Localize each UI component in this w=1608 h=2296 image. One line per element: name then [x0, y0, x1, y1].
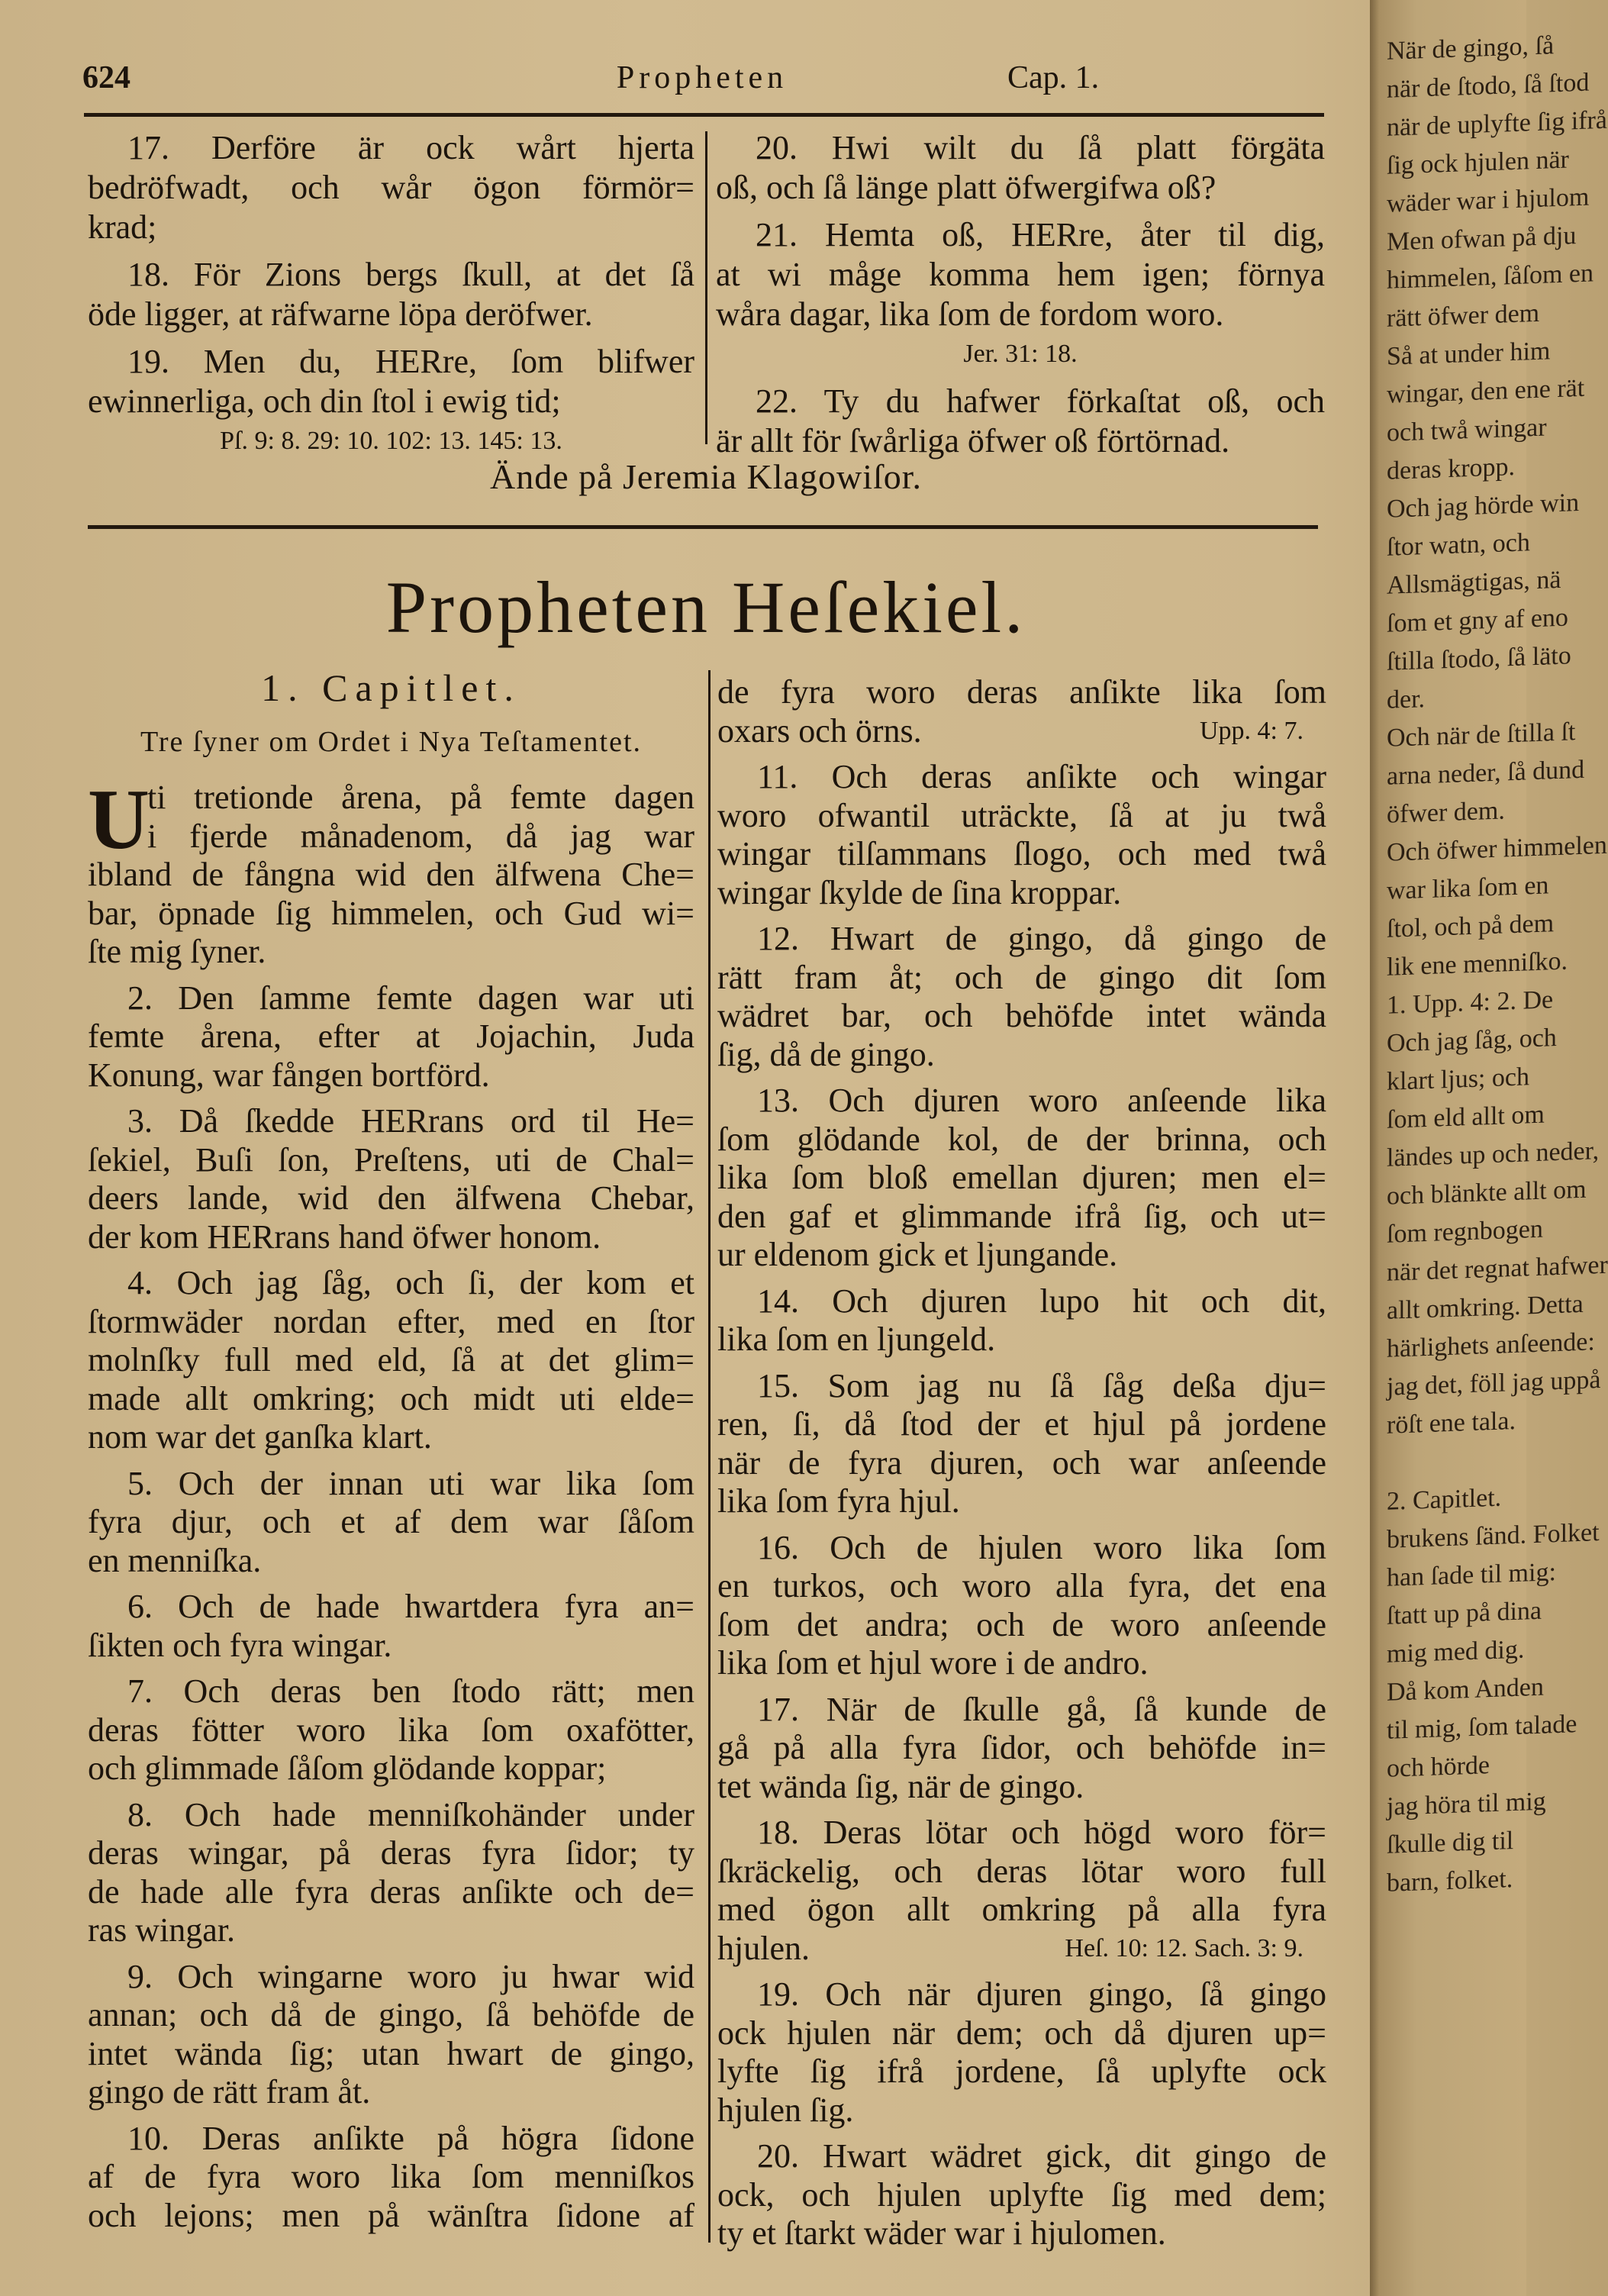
- text-line: oß, och ſå länge platt öfwergifwa oß?: [716, 169, 1216, 206]
- text-line: ras wingar.: [88, 1911, 236, 1949]
- verse-block: [88, 128, 694, 247]
- text-line: en turkos, och woro alla fyra, det ena: [717, 1567, 1326, 1604]
- facing-page-text-fragment: Och jag ſåg, och: [1387, 1024, 1557, 1058]
- text-line: ock, och hjulen uplyfte ſig med dem;: [717, 2175, 1326, 2214]
- text-line: wädret bar, och behöfde intet wända: [717, 997, 1326, 1034]
- text-line: lika ſom bloß emellan djuren; men el=: [717, 1159, 1326, 1196]
- facing-page-text-fragment: ſom regnbogen: [1387, 1214, 1543, 1249]
- facing-page-text-fragment: ſkulle dig til: [1387, 1827, 1514, 1859]
- facing-page-text-fragment: 2. Capitlet.: [1387, 1483, 1502, 1516]
- text-line: ti tretionde årena, på femte dagen: [147, 779, 694, 816]
- facing-page-text-fragment: röſt ene tala.: [1387, 1406, 1516, 1440]
- text-line: wingar ſkylde de ſina kroppar.: [717, 873, 1122, 911]
- verse-block: [717, 1814, 1326, 1968]
- text-line: der kom HERrans hand öfwer honom.: [88, 1217, 601, 1256]
- column-divider: [708, 670, 711, 2243]
- previous-book-right-column: [716, 128, 1325, 461]
- verse-text: hjulen.: [717, 1929, 810, 1967]
- text-line: 17. Derföre är ock wårt hjerta: [127, 129, 694, 166]
- text-line: gingo de rätt fram åt.: [88, 2073, 371, 2111]
- text-line: ty et ſtarkt wäder war i hjulomen.: [717, 2214, 1166, 2252]
- drop-cap: U: [88, 772, 150, 867]
- text-line: af de fyra woro lika ſom menniſkos: [88, 2158, 694, 2195]
- facing-page-text-fragment: När de gingo, ſå: [1387, 31, 1555, 66]
- text-line: ock hjulen när dem; och då djuren up=: [717, 2014, 1326, 2052]
- text-line: lyfte ſig ifrå jordene, ſå uplyfte ock: [717, 2053, 1326, 2090]
- text-line: ſom glödande kol, de der brinna, och: [717, 1120, 1326, 1158]
- text-line: 12. Hwart de gingo, då gingo de: [757, 920, 1326, 957]
- running-chapter: Cap. 1.: [1007, 60, 1100, 95]
- verse-block: [717, 1082, 1326, 1275]
- facing-page-text-fragment: när det regnat hafwer: [1387, 1250, 1608, 1287]
- previous-book-left-column: [88, 128, 694, 461]
- section-rule: [88, 525, 1318, 529]
- text-line: ewinnerliga, och din ſtol i ewig tid;: [88, 382, 561, 420]
- text-line: lika ſom en ljungeld.: [717, 1321, 996, 1358]
- verse-block: [88, 1958, 694, 2112]
- text-line: 20. Hwi wilt du ſå platt förgäta: [756, 129, 1325, 166]
- text-line: 6. Och de hade hwartdera fyra an=: [127, 1588, 694, 1625]
- facing-page-text-fragment: allt omkring. Detta: [1387, 1289, 1584, 1325]
- facing-page-text-fragment: och twå wingar: [1387, 413, 1547, 447]
- verse-block: [88, 2120, 694, 2236]
- text-line: 10. Deras anſikte på högra ſidone: [127, 2119, 694, 2157]
- text-line: 18. Deras lötar och högd woro för=: [757, 1814, 1326, 1851]
- running-title: Propheten: [616, 60, 788, 95]
- text-line: öde ligger, at räfwarne löpa deröfwer.: [88, 295, 593, 333]
- text-line: wåra dagar, lika ſom de fordom woro.: [716, 295, 1224, 333]
- verse-block: [717, 1529, 1326, 1683]
- text-line: 18. För Zions bergs ſkull, at det ſå: [127, 256, 694, 293]
- text-line: tet wända ſig, när de gingo.: [717, 1767, 1084, 1805]
- facing-page-text-fragment: ſom eld allt om: [1387, 1100, 1545, 1134]
- text-line: [717, 712, 1326, 751]
- verse-block: [88, 1796, 694, 1950]
- text-line: lika ſom fyra hjul.: [717, 1482, 960, 1520]
- facing-page-text-fragment: himmelen, ſåſom en: [1387, 259, 1593, 295]
- facing-page-text-fragment: han ſade til mig:: [1387, 1558, 1556, 1592]
- facing-page-text-fragment: ſtilla ſtodo, ſå läto: [1387, 641, 1571, 676]
- text-line: wingar tilſammans ſlogo, och med twå: [717, 835, 1326, 872]
- scripture-reference: Upp. 4: 7.: [1200, 716, 1303, 745]
- end-note: Ände på Jeremia Klagowiſor.: [489, 457, 923, 496]
- facing-page-text-fragment: ſig ock hjulen när: [1387, 145, 1569, 180]
- facing-page-text-fragment: wäder war i hjulom: [1387, 182, 1590, 218]
- verse-block: [88, 1264, 694, 1457]
- text-line: ſekiel, Buſi ſon, Preſtens, uti de Chal=: [88, 1140, 694, 1179]
- facing-page-text-fragment: ſtor watn, och: [1387, 528, 1530, 562]
- text-line: 3. Då ſkedde HERrans ord til He=: [127, 1102, 694, 1140]
- body-right-column: [717, 673, 1326, 2253]
- facing-page-text-fragment: ſom et gny af eno: [1387, 603, 1568, 638]
- text-line: ſikten och fyra wingar.: [88, 1626, 392, 1664]
- verse-block: [88, 1672, 694, 1788]
- facing-page-text-fragment: arna neder, ſå dund: [1387, 755, 1585, 791]
- page-number: 624: [82, 60, 131, 95]
- verse-block: [88, 1588, 694, 1665]
- facing-page-text-fragment: ſtol, och på dem: [1387, 909, 1555, 943]
- facing-page-text-fragment: 1. Upp. 4: 2. De: [1387, 985, 1554, 1020]
- verse-block: [88, 342, 694, 461]
- text-line: made allt omkring; och midt uti elde=: [88, 1379, 694, 1417]
- text-line: [717, 1930, 1326, 1969]
- text-line: femte årena, efter at Jojachin, Juda: [88, 1017, 694, 1055]
- facing-page-text-fragment: til mig, ſom talade: [1387, 1710, 1577, 1745]
- facing-page-text-fragment: Och jag hörde win: [1387, 489, 1580, 524]
- text-line: ſig, då de gingo.: [717, 1035, 935, 1073]
- facing-page-text-fragment: ländes up och neder,: [1387, 1137, 1600, 1172]
- facing-page-text-fragment: war lika ſom en: [1387, 871, 1549, 905]
- text-line: 17. När de ſkulle gå, ſå kunde de: [757, 1690, 1326, 1728]
- verse-block: [88, 1102, 694, 1256]
- text-line: 15. Som jag nu ſå ſåg deßa dju=: [757, 1366, 1326, 1404]
- text-line: är allt för ſwårliga öfwer oß förtörnad.: [716, 422, 1230, 460]
- facing-page-text-fragment: när de ſtodo, ſå ſtod: [1387, 68, 1590, 104]
- facing-page-text-fragment: öfwer dem.: [1387, 796, 1505, 829]
- facing-page-text-fragment: och blänkte allt om: [1387, 1175, 1587, 1211]
- verse-block: [716, 128, 1325, 208]
- text-line: intet wända ſig; utan hwart de gingo,: [88, 2034, 694, 2072]
- text-line: 7. Och deras ben ſtodo rätt; men: [127, 1672, 694, 1710]
- facing-page-text-fragment: Allsmägtigas, nä: [1387, 565, 1561, 600]
- facing-page-text-fragment: mig med dig.: [1387, 1635, 1525, 1669]
- text-line: och glimmade ſåſom glödande koppar;: [88, 1749, 607, 1787]
- verse-block: [88, 979, 694, 1095]
- text-line: deras wingar, på deras fyra ſidor; ty: [88, 1834, 694, 1872]
- text-line: rätt fram åt; och de gingo dit ſom: [717, 958, 1326, 996]
- text-line: gå på alla fyra ſidor, och behöfde in=: [717, 1729, 1326, 1766]
- facing-page-edge: [1370, 0, 1608, 2296]
- verse-block: [717, 758, 1326, 912]
- text-line: hjulen ſig.: [717, 2091, 854, 2129]
- verse-text: oxars och örns.: [717, 711, 922, 750]
- scripture-reference: Jer. 31: 18.: [963, 340, 1078, 368]
- facing-page-text-fragment: Så at under him: [1387, 337, 1551, 371]
- text-line: en menniſka.: [88, 1541, 262, 1579]
- text-line: 16. Och de hjulen woro lika ſom: [757, 1528, 1326, 1566]
- verse-block: [717, 1691, 1326, 1807]
- facing-page-text-fragment: barn, folket.: [1387, 1865, 1513, 1898]
- text-line: ibland de fångna wid den älfwena Che=: [88, 856, 694, 893]
- verse-block: [88, 772, 694, 972]
- facing-page-text-fragment: Men ofwan på dju: [1387, 221, 1577, 256]
- verse-block: [717, 673, 1326, 750]
- scripture-reference: Heſ. 10: 12. Sach. 3: 9.: [1065, 1933, 1303, 1962]
- text-line: annan; och då de gingo, ſå behöfde de: [88, 1996, 694, 2033]
- text-line: at wi måge komma hem igen; förnya: [716, 256, 1325, 293]
- text-line: 21. Hemta oß, HERre, åter til dig,: [756, 216, 1325, 253]
- text-line: nom war det ganſka klart.: [88, 1418, 432, 1456]
- text-line: 2. Den ſamme femte dagen war uti: [127, 979, 694, 1017]
- text-line: med ögon allt omkring på alla fyra: [717, 1891, 1326, 1928]
- text-line: de fyra woro deras anſikte lika ſom: [717, 673, 1326, 711]
- text-line: deras fötter woro lika ſom oxafötter,: [88, 1711, 694, 1749]
- facing-page-text-fragment: lik ene menniſko.: [1387, 946, 1568, 982]
- text-line: bar, öpnade ſig himmelen, och Gud wi=: [88, 894, 694, 932]
- facing-page-text-fragment: der.: [1387, 685, 1426, 714]
- text-line: ſkräckelig, och deras lötar woro full: [717, 1852, 1326, 1890]
- text-line: 4. Och jag ſåg, och ſi, der kom et: [127, 1264, 694, 1301]
- text-line: 11. Och deras anſikte och wingar: [757, 758, 1326, 795]
- header-rule: [84, 113, 1324, 117]
- text-line: när de fyra djuren, och war anſeende: [717, 1443, 1326, 1482]
- column-divider: [705, 131, 707, 444]
- text-line: krad;: [88, 208, 157, 246]
- verse-block: [717, 920, 1326, 1074]
- text-line: de hade alle fyra deras anſikte och de=: [88, 1872, 694, 1911]
- scripture-reference: Pſ. 9: 8. 29: 10. 102: 13. 145: 13.: [220, 427, 562, 455]
- text-line: 13. Och djuren woro anſeende lika: [757, 1082, 1326, 1119]
- chapter-summary: Tre ſyner om Ordet i Nya Teſtamentet.: [140, 726, 643, 758]
- facing-page-text-fragment: och hörde: [1387, 1751, 1490, 1783]
- book-title: Propheten Heſekiel.: [385, 566, 1026, 648]
- text-line: 19. Och när djuren gingo, ſå gingo: [757, 1975, 1326, 2013]
- verse-block: [88, 255, 694, 334]
- text-line: 22. Ty du hafwer förkaſtat oß, och: [756, 382, 1325, 420]
- verse-block: [716, 382, 1325, 461]
- facing-page-text-fragment: Och när de ſtilla ſt: [1387, 718, 1576, 753]
- facing-page-text-fragment: jag höra til mig: [1387, 1787, 1546, 1821]
- text-line: molnſky full med eld, ſå at det glim=: [88, 1341, 694, 1379]
- text-line: ſom det andra; och de woro anſeende: [717, 1605, 1326, 1643]
- text-line: ſte mig ſyner.: [88, 933, 266, 970]
- text-line: den gaf et glimmande ifrå ſig, och ut=: [717, 1197, 1326, 1235]
- facing-page-text-fragment: härlighets anſeende:: [1387, 1327, 1595, 1363]
- text-line: 8. Och hade menniſkohänder under: [127, 1795, 694, 1833]
- verse-block: [716, 215, 1325, 374]
- text-line: bedröfwadt, och wår ögon förmör=: [88, 169, 694, 206]
- text-line: i fjerde månadenom, då jag war: [147, 817, 694, 855]
- facing-page-text-fragment: rätt öfwer dem: [1387, 298, 1540, 333]
- text-line: 20. Hwart wädret gick, dit gingo de: [757, 2137, 1326, 2175]
- text-line: 5. Och der innan uti war lika ſom: [127, 1464, 694, 1502]
- facing-page-text-fragment: brukens ſänd. Folket: [1387, 1518, 1600, 1554]
- text-line: ſtormwäder nordan efter, med en ſtor: [88, 1302, 694, 1340]
- text-line: 9. Och wingarne woro ju hwar wid: [127, 1957, 694, 1995]
- text-line: och lejons; men på wänſtra ſidone af: [88, 2196, 694, 2234]
- chapter-heading: 1. Capitlet.: [261, 666, 521, 709]
- facing-page-text-fragment: när de uplyfte ſig ifrå: [1387, 105, 1607, 142]
- text-line: ur eldenom gick et ljungande.: [717, 1236, 1118, 1273]
- facing-page-text-fragment: Och öfwer himmelen: [1387, 830, 1607, 867]
- text-line: woro ofwantil uträckte, ſå at ju twå: [717, 796, 1326, 834]
- verse-block: [717, 2137, 1326, 2253]
- text-line: lika ſom et hjul wore i de andro.: [717, 1644, 1149, 1682]
- facing-page-text-fragment: jag det, föll jag uppå: [1387, 1366, 1601, 1401]
- text-line: deers lande, wid den älfwena Chebar,: [88, 1179, 694, 1217]
- facing-page-text-fragment: deras kropp.: [1387, 452, 1516, 485]
- verse-block: [88, 1465, 694, 1581]
- verse-block: [717, 1282, 1326, 1359]
- text-line: Konung, war fången bortförd.: [88, 1056, 490, 1094]
- facing-page-text-fragment: [1370, 1440, 1526, 1483]
- verse-block: [717, 1975, 1326, 2130]
- text-line: 19. Men du, HERre, ſom blifwer: [127, 343, 694, 380]
- text-line: ren, ſi, då ſtod der et hjul på jordene: [717, 1405, 1326, 1443]
- verse-block: [717, 1367, 1326, 1521]
- facing-page-text-fragment: Då kom Anden: [1387, 1672, 1544, 1707]
- facing-page-text-fragment: klart ljus; och: [1387, 1063, 1529, 1096]
- facing-page-text-fragment: wingar, den ene rät: [1387, 373, 1585, 409]
- text-line: 14. Och djuren lupo hit och dit,: [757, 1282, 1326, 1320]
- facing-page-text-fragment: ſtatt up på dina: [1387, 1596, 1542, 1630]
- text-line: fyra djur, och et af dem war ſåſom: [88, 1503, 694, 1540]
- body-left-column: [88, 772, 694, 2235]
